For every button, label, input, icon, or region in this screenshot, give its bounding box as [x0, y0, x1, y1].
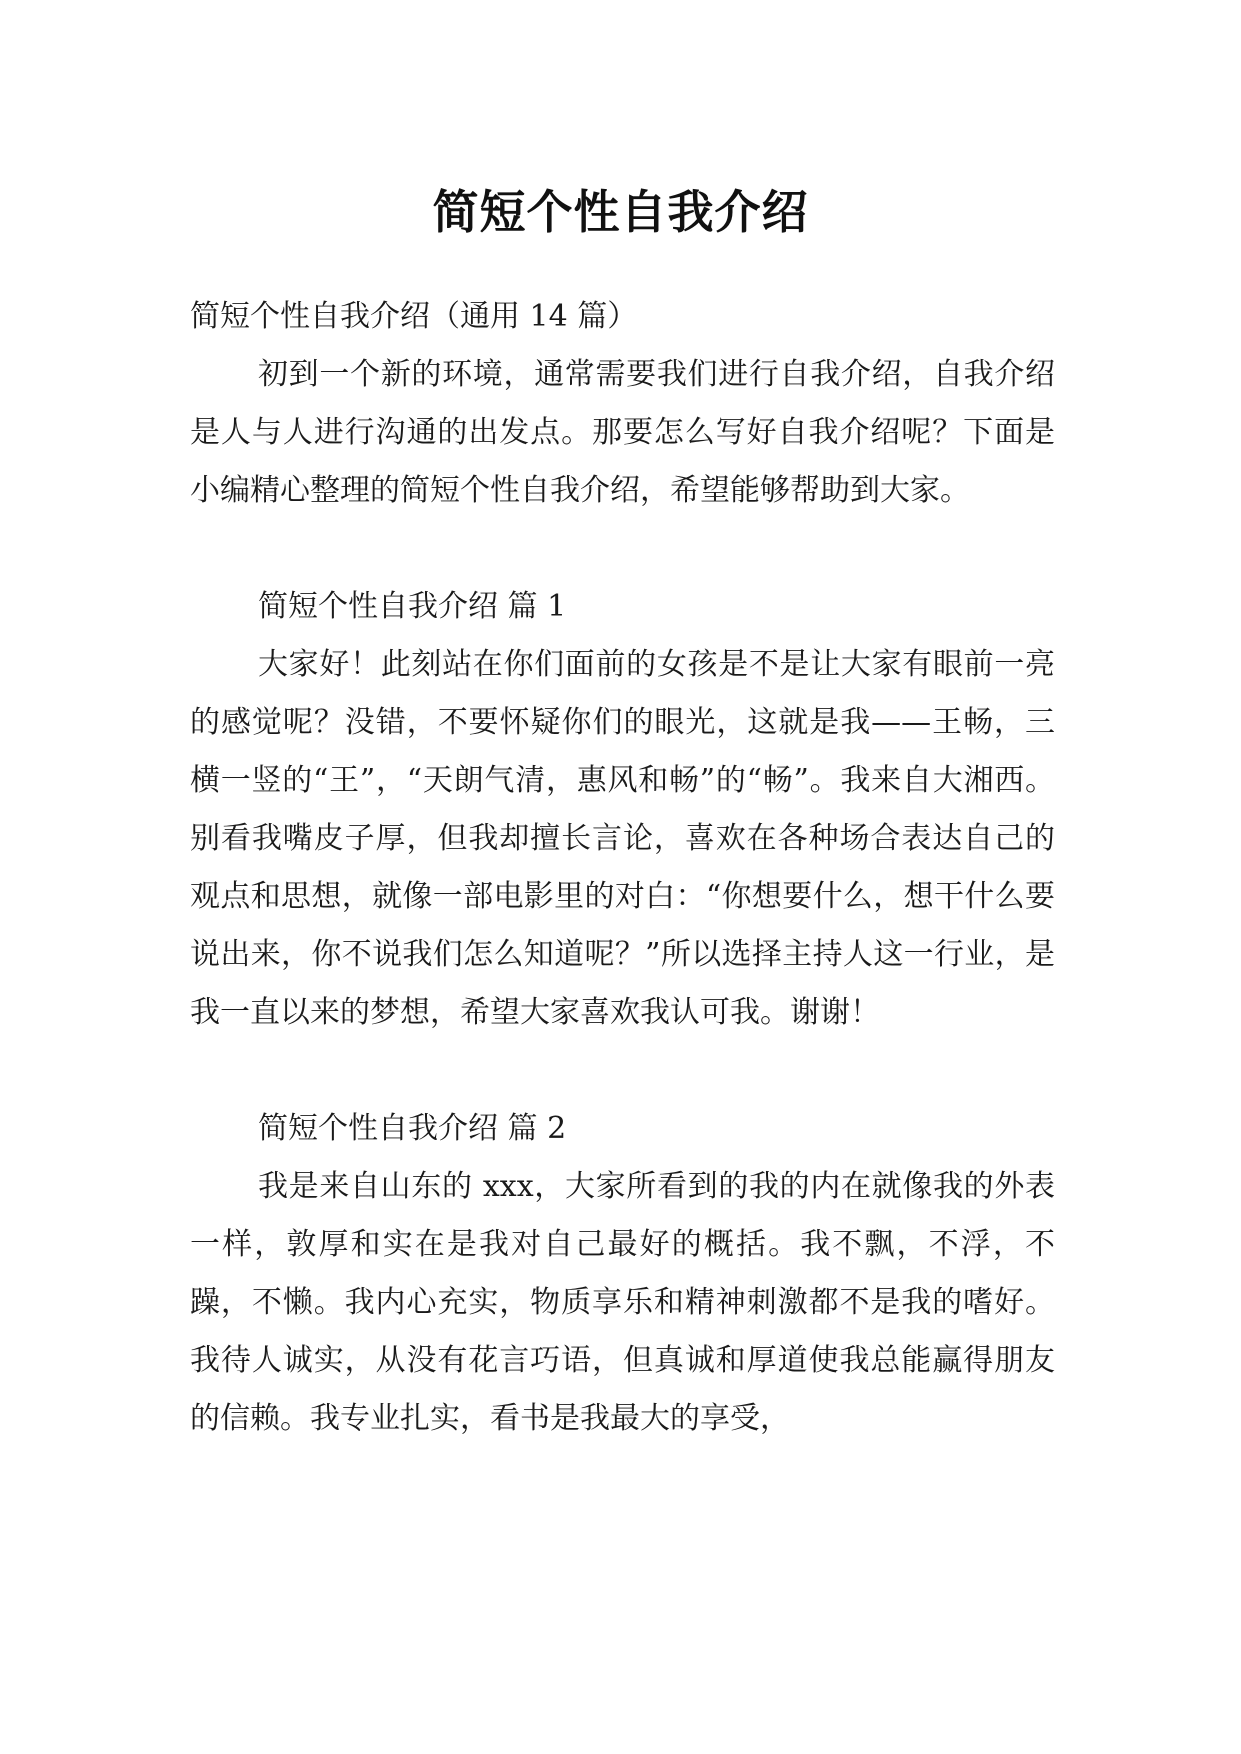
section-spacer [190, 1042, 1055, 1100]
section-spacer [190, 520, 1055, 578]
section-paragraph-2: 我是来自山东的 xxx，大家所看到的我的内在就像我的外表一样，敦厚和实在是我对自己最好的概括。我不飘，不浮，不躁，不懒。我内心充实，物质享乐和精神刺激都不是我的嗜好。我待人诚实，从没有花言巧语，但真诚和厚道使我总能赢得朋友的信赖。我专业扎实，看书是我最大的享受， [190, 1169, 1055, 1436]
document-title: 简短个性自我介绍 [432, 184, 809, 239]
section-heading-1: 简短个性自我介绍 篇 1 [258, 589, 567, 624]
section-heading-2: 简短个性自我介绍 篇 2 [258, 1111, 567, 1146]
intro-paragraph: 初到一个新的环境，通常需要我们进行自我介绍，自我介绍是人与人进行沟通的出发点。那要怎么写好自我介绍呢？下面是小编精心整理的简短个性自我介绍，希望能够帮助到大家。 [190, 357, 1055, 508]
document-subtitle: 简短个性自我介绍（通用 14 篇） [190, 299, 638, 334]
section-paragraph-1: 大家好！此刻站在你们面前的女孩是不是让大家有眼前一亮的感觉呢？没错，不要怀疑你们的眼光，这就是我——王畅，三横一竖的“王”，“天朗气清，惠风和畅”的“畅”。我来自大湘西。别看我嘴皮子厚，但我却擅长言论，喜欢在各种场合表达自己的观点和思想，就像一部电影里的对白：“你想要什么，想干什么要说出来，你不说我们怎么知道呢？”所以选择主持人这一行业，是我一直以来的梦想，希望大家喜欢我认可我。谢谢！ [190, 647, 1055, 1030]
document-body [190, 288, 1055, 1448]
